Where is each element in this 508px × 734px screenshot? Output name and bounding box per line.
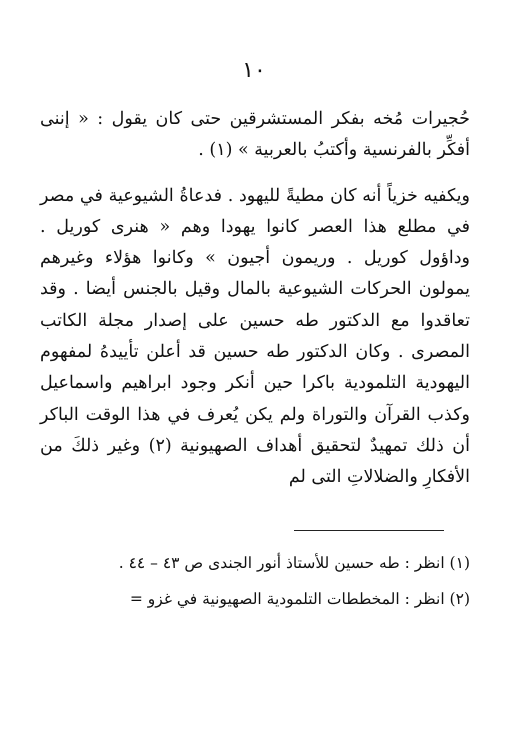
- paragraph: ويكفيه خزياً أنه كان مطيةً لليهود . فدعاةُ الشيوعية في مصر في مطلع هذا العصر كانوا يهودا وهم « هنرى كوريل . وداؤول كوريل . وريمون أجيون » وكانوا هؤلاء وغيرهم يمولون الحركات الشيوعية بالمال وقيل بالجنس أيضا . وقد تعاقدوا مع الدكتور طه حسين على إصدار مجلة الكاتب المصرى . وكان الدكتور طه حسين قد أعلن تأييدهُ لمفهوم اليهودية التلمودية باكرا حين أنكر وجود ابراهيم واسماعيل وكذب القرآن والتوراة ولم يكن يُعرف في هذا الوقت الباكر أن ذلك تمهيدٌ لتحقيق أهداف الصهيونية (٢) وغير ذلكَ من الأفكارِ والضلالاتِ التى لم: [40, 185, 470, 488]
- body-text: [40, 104, 470, 494]
- footnotes: [40, 548, 470, 620]
- paragraph: حُجيرات مُخه بفكر المستشرقين حتى كان يقول : « إننى أفكِّر بالفرنسية وأكتبُ بالعربية » (١) .: [40, 109, 470, 161]
- footnote: (١) انظر : طه حسين للأستاذ أنور الجندى ص ٤٣ – ٤٤ .: [118, 554, 470, 572]
- paragraph-gap: [40, 167, 470, 181]
- footnote-divider: [294, 530, 444, 531]
- page-number: ١٠: [242, 58, 266, 83]
- footnote: (٢) انظر : المخططات التلمودية الصهيونية في غزو =: [129, 590, 470, 608]
